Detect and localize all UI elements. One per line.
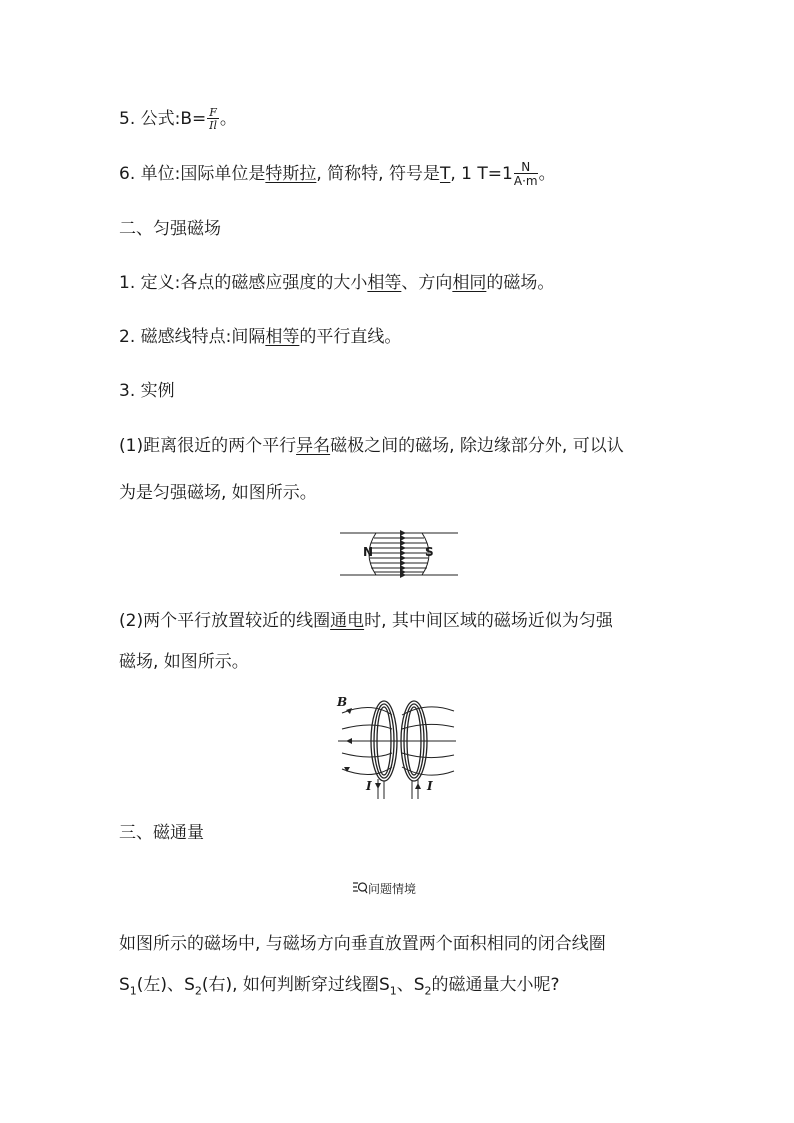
unit-denominator: A·m — [513, 174, 538, 188]
unit-prefix: 6. 单位:国际单位是 — [119, 164, 266, 184]
coil-s2-position: (右), 如何判断穿过线圈 — [201, 975, 379, 995]
magnet-field-diagram — [340, 527, 458, 585]
coil-s2-symbol: S — [184, 975, 195, 995]
unit-suffix: 。 — [538, 164, 556, 184]
coil-s1-subscript: 1 — [129, 984, 137, 998]
example2-blank: 通电 — [330, 611, 365, 631]
question-scenario-icon — [352, 881, 368, 895]
example2-line1 — [119, 610, 613, 632]
features-prefix: 2. 磁感线特点:间隔 — [119, 327, 266, 347]
coil-s1-ref-subscript: 1 — [389, 984, 397, 998]
example1-suffix: 磁极之间的磁场, 除边缘部分外, 可以认 — [330, 436, 624, 456]
example2-prefix: (2)两个平行放置较近的线圈 — [119, 611, 331, 631]
question-line1: 如图所示的磁场中, 与磁场方向垂直放置两个面积相同的闭合线圈 — [119, 934, 606, 954]
coil-s1-ref-symbol: S — [378, 975, 390, 995]
unit-numerator: N — [514, 161, 538, 174]
example2-suffix: 时, 其中间区域的磁场近似为匀强 — [364, 611, 613, 631]
formula-suffix: 。 — [219, 109, 237, 129]
example1-line1 — [119, 435, 624, 457]
unit-symbol: T — [439, 164, 451, 184]
definition-blank-1: 相等 — [367, 273, 402, 293]
section-heading-uniform-field: 二、匀强磁场 — [119, 219, 221, 239]
unit-fraction — [514, 161, 538, 187]
formula-line — [119, 107, 237, 131]
examples-heading: 3. 实例 — [119, 381, 175, 401]
coil-s1-position: (左)、 — [136, 975, 185, 995]
unit-line — [119, 161, 556, 187]
coil-s2-ref-subscript: 2 — [424, 984, 432, 998]
question-line2 — [119, 974, 560, 1002]
scenario-text: 问题情境 — [368, 882, 417, 896]
example1-prefix: (1)距离很近的两个平行 — [119, 436, 297, 456]
coils-field-diagram — [332, 693, 462, 803]
definition-line — [119, 272, 554, 294]
formula-denominator: Il — [209, 119, 218, 132]
features-suffix: 的平行直线。 — [299, 327, 402, 347]
coil-s1-symbol: S — [119, 975, 130, 995]
pole-s-label: S — [425, 545, 434, 559]
figure-coils — [332, 693, 462, 803]
unit-name: 特斯拉 — [265, 164, 317, 184]
field-b-label: B — [337, 695, 348, 709]
definition-mid: 、方向 — [401, 273, 453, 293]
section-heading-magnetic-flux: 三、磁通量 — [119, 823, 204, 843]
coil-s2-subscript: 2 — [194, 984, 202, 998]
definition-prefix: 1. 定义:各点的磁感应强度的大小 — [119, 273, 368, 293]
features-blank: 相等 — [265, 327, 300, 347]
scenario-label — [352, 880, 416, 897]
current-left-label: I — [366, 779, 372, 793]
example2-line2: 磁场, 如图所示。 — [119, 652, 249, 672]
formula-fraction — [207, 107, 219, 131]
figure-magnet-poles — [340, 527, 458, 585]
example1-line2: 为是匀强磁场, 如图所示。 — [119, 483, 317, 503]
pole-n-label: N — [363, 545, 374, 559]
current-right-label: I — [427, 779, 433, 793]
formula-numerator: F — [209, 106, 217, 119]
definition-blank-2: 相同 — [452, 273, 487, 293]
formula-prefix: 5. 公式:B= — [119, 109, 207, 129]
question-separator: 、 — [396, 975, 414, 995]
unit-eq: , 1 T=1 — [450, 164, 513, 184]
example1-blank: 异名 — [296, 436, 331, 456]
definition-suffix: 的磁场。 — [486, 273, 555, 293]
features-line — [119, 326, 401, 348]
coil-s2-ref-symbol: S — [413, 975, 425, 995]
unit-mid: , 简称特, 符号是 — [316, 164, 440, 184]
question-end: 的磁通量大小呢? — [431, 975, 560, 995]
